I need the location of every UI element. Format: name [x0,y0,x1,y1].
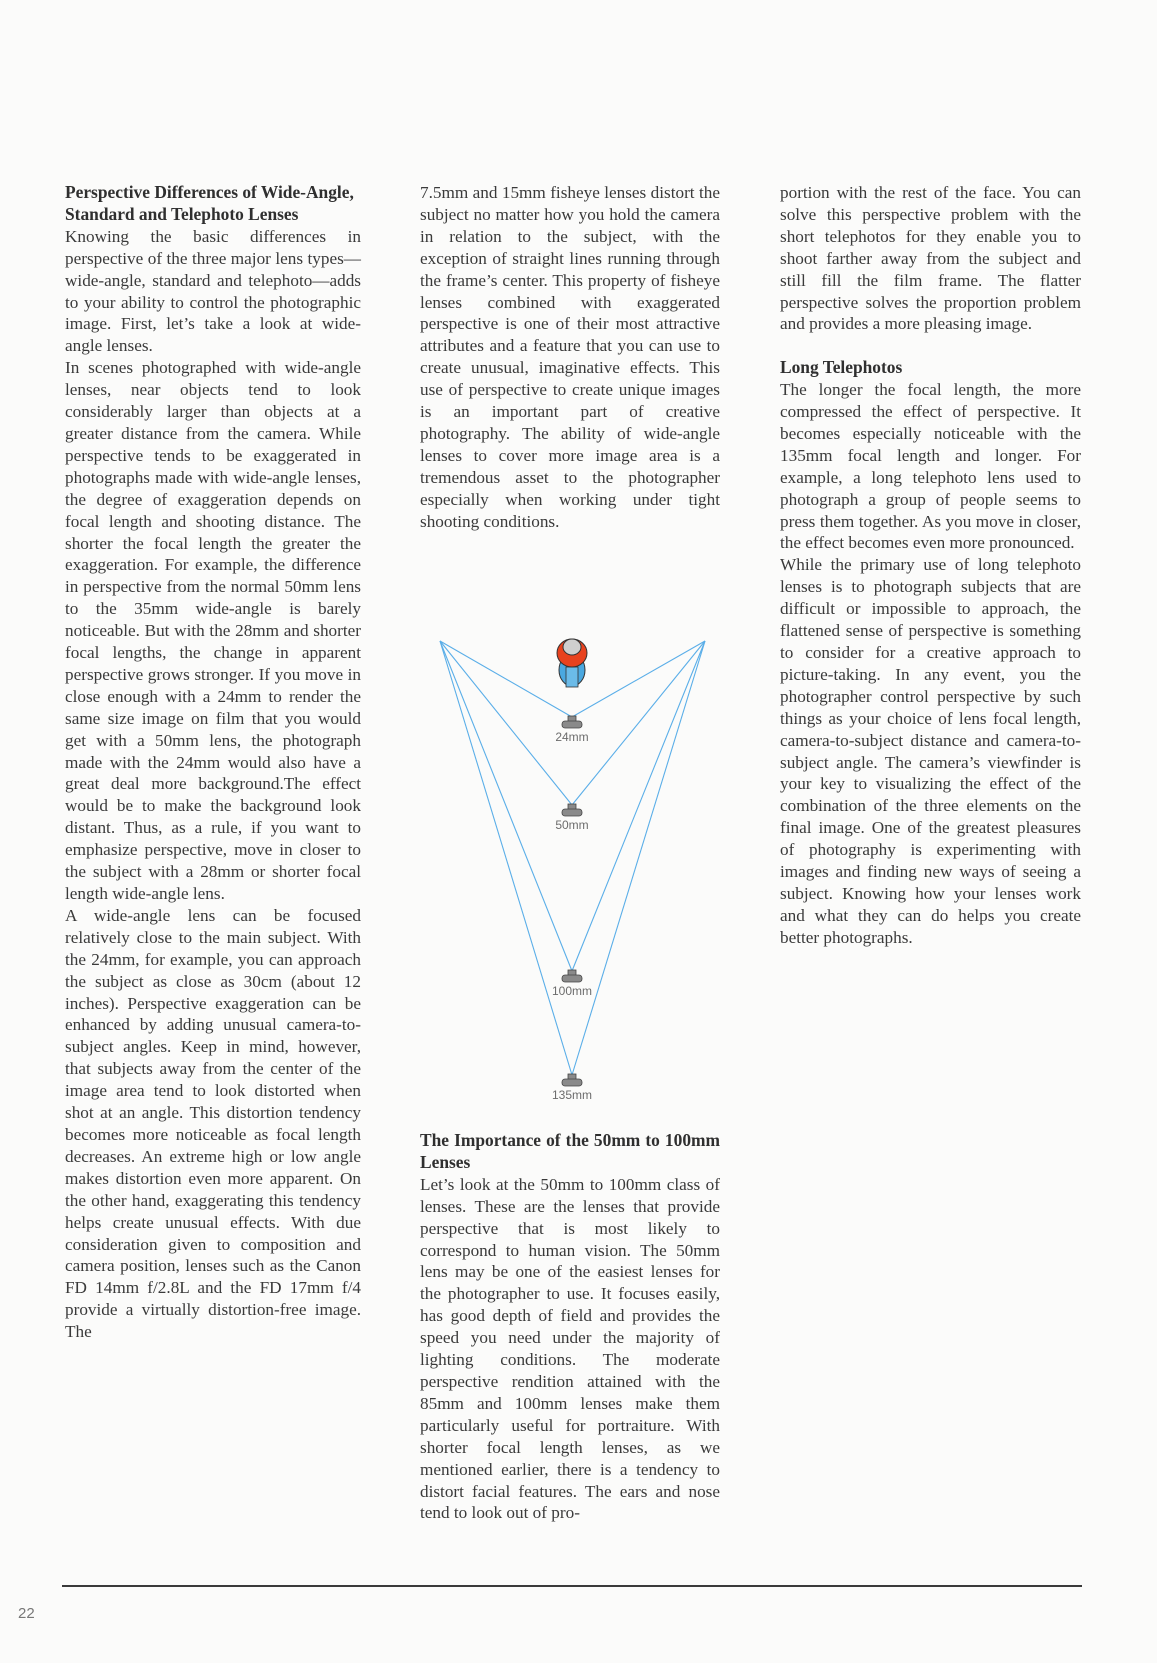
lens-label-100mm: 100mm [551,984,593,998]
page-number: 22 [18,1605,35,1622]
lens-perspective-diagram [420,615,720,1115]
section-heading-long-telephotos: Long Telephotos [780,357,903,378]
lens-label-24mm: 24mm [555,730,589,744]
paragraph: Knowing the basic differences in perspective of the three major lens types—wide-angle, standard and telephoto—adds to your ability to control the photographic image. First, let’s take a look at wide-angle lenses. [65,226,361,356]
field-of-view-lines [420,615,720,1115]
paragraph: Let’s look at the 50mm to 100mm class of lenses. These are the lenses that provide perspective that is most likely to correspond to human vision. The 50mm lens may be one of the easiest lenses for the photographer to use. It focuses easily, has good depth of field and provides the speed you need under the majority of lighting conditions. The moderate perspective rendition attained with the 85mm and 100mm lenses make them particularly useful for portraiture. With shorter focal length lenses, as we mentioned earlier, there is a tendency to distort facial features. The ears and nose tend to look out of pro- [420,1174,720,1523]
paragraph: A wide-angle lens can be focused relatively close to the main subject. With the 24mm, for example, you can approach the subject as close as 30cm (about 12 inches). Perspective exaggeration can be enhanced by adding unusual camera-to-subject angles. Keep in mind, however, that subjects away from the center of the image area tend to look distorted when shot at an angle. This distortion tendency becomes more noticeable as focal length decreases. An extreme high or low angle makes distortion even more apparent. On the other hand, exaggerating this tendency helps create unusual effects. With due consideration given to composition and camera position, lenses such as the Canon FD 14mm f/2.8L and the FD 17mm f/4 provide a virtually distortion-free image. The [65,905,361,1342]
camera-top-view-icon [562,716,582,1086]
paragraph: 7.5mm and 15mm fisheye lenses distort the subject no matter how you hold the camera in relation to the subject, with the exception of straight lines running through the frame’s center. This property of fisheye lenses combined with exaggerated perspective is one of their most attractive attributes and a feature that you can use to create unusual, imaginative effects. This use of perspective to create unique images is an important part of creative photography. The ability of wide-angle lenses to cover more image area is a tremendous asset to the photographer especially when working under tight shooting conditions. [420,183,720,531]
column-2-lower [420,1130,720,1524]
paragraph: In scenes photographed with wide-angle lenses, near objects tend to look considerably larger than objects at a greater distance from the camera. While perspective tends to be exaggerated in photographs made with wide-angle lenses, the degree of exaggeration depends on focal length and shooting distance. The shorter the focal length the greater the exaggeration. For example, the difference in perspective from the normal 50mm lens to the 35mm wide-angle is barely noticeable. But with the 28mm and shorter focal lengths, the change in apparent perspective grows stronger. If you move in close enough with a 24mm to render the same size image on film that you would get with a 50mm lens, the photograph made with the 24mm would also have a great deal more background.The effect would be to make the background look distant. Thus, as a rule, if you want to emphasize perspective, move in closer to the subject with a 28mm or shorter focal length wide-angle lens. [65,358,361,903]
paragraph: portion with the rest of the face. You can solve this perspective problem with the short telephotos for they enable you to shoot farther away from the subject and still fill the film frame. The flatter perspective solves the proportion problem and provides a more pleasing image. [780,183,1081,334]
column-2 [420,182,720,533]
lens-label-135mm: 135mm [551,1088,593,1102]
lens-label-50mm: 50mm [555,818,589,832]
column-3 [780,182,1081,949]
column-1 [65,182,361,1343]
footer-rule [62,1585,1082,1587]
section-heading-50mm-100mm: The Importance of the 50mm to 100mm Lenses [420,1130,720,1172]
section-heading-perspective-differences: Perspective Differences of Wide-Angle, Standard and Telephoto Lenses [65,182,354,224]
paragraph: The longer the focal length, the more compressed the effect of perspective. It becomes especially noticeable with the 135mm focal length and longer. For example, a long telephoto lens used to photograph a group of people seems to press them together. As you move in closer, the effect becomes even more pronounced. [780,380,1081,553]
person-top-view-icon [557,639,587,687]
paragraph: While the primary use of long telephoto lenses is to photograph subjects that are difficult or impossible to approach, the flattened sense of perspective is something to consider for a creative approach to picture-taking. In any event, you the photographer control perspective by such things as your choice of lens focal length, camera-to-subject distance and camera-to-subject angle. The camera’s viewfinder is your key to visualizing the effect of the combination of the three elements on the final image. One of the greatest pleasures of photography is experimenting with images and finding new ways of seeing a subject. Knowing how your lenses work and what they can do helps you create better photographs. [780,555,1081,947]
